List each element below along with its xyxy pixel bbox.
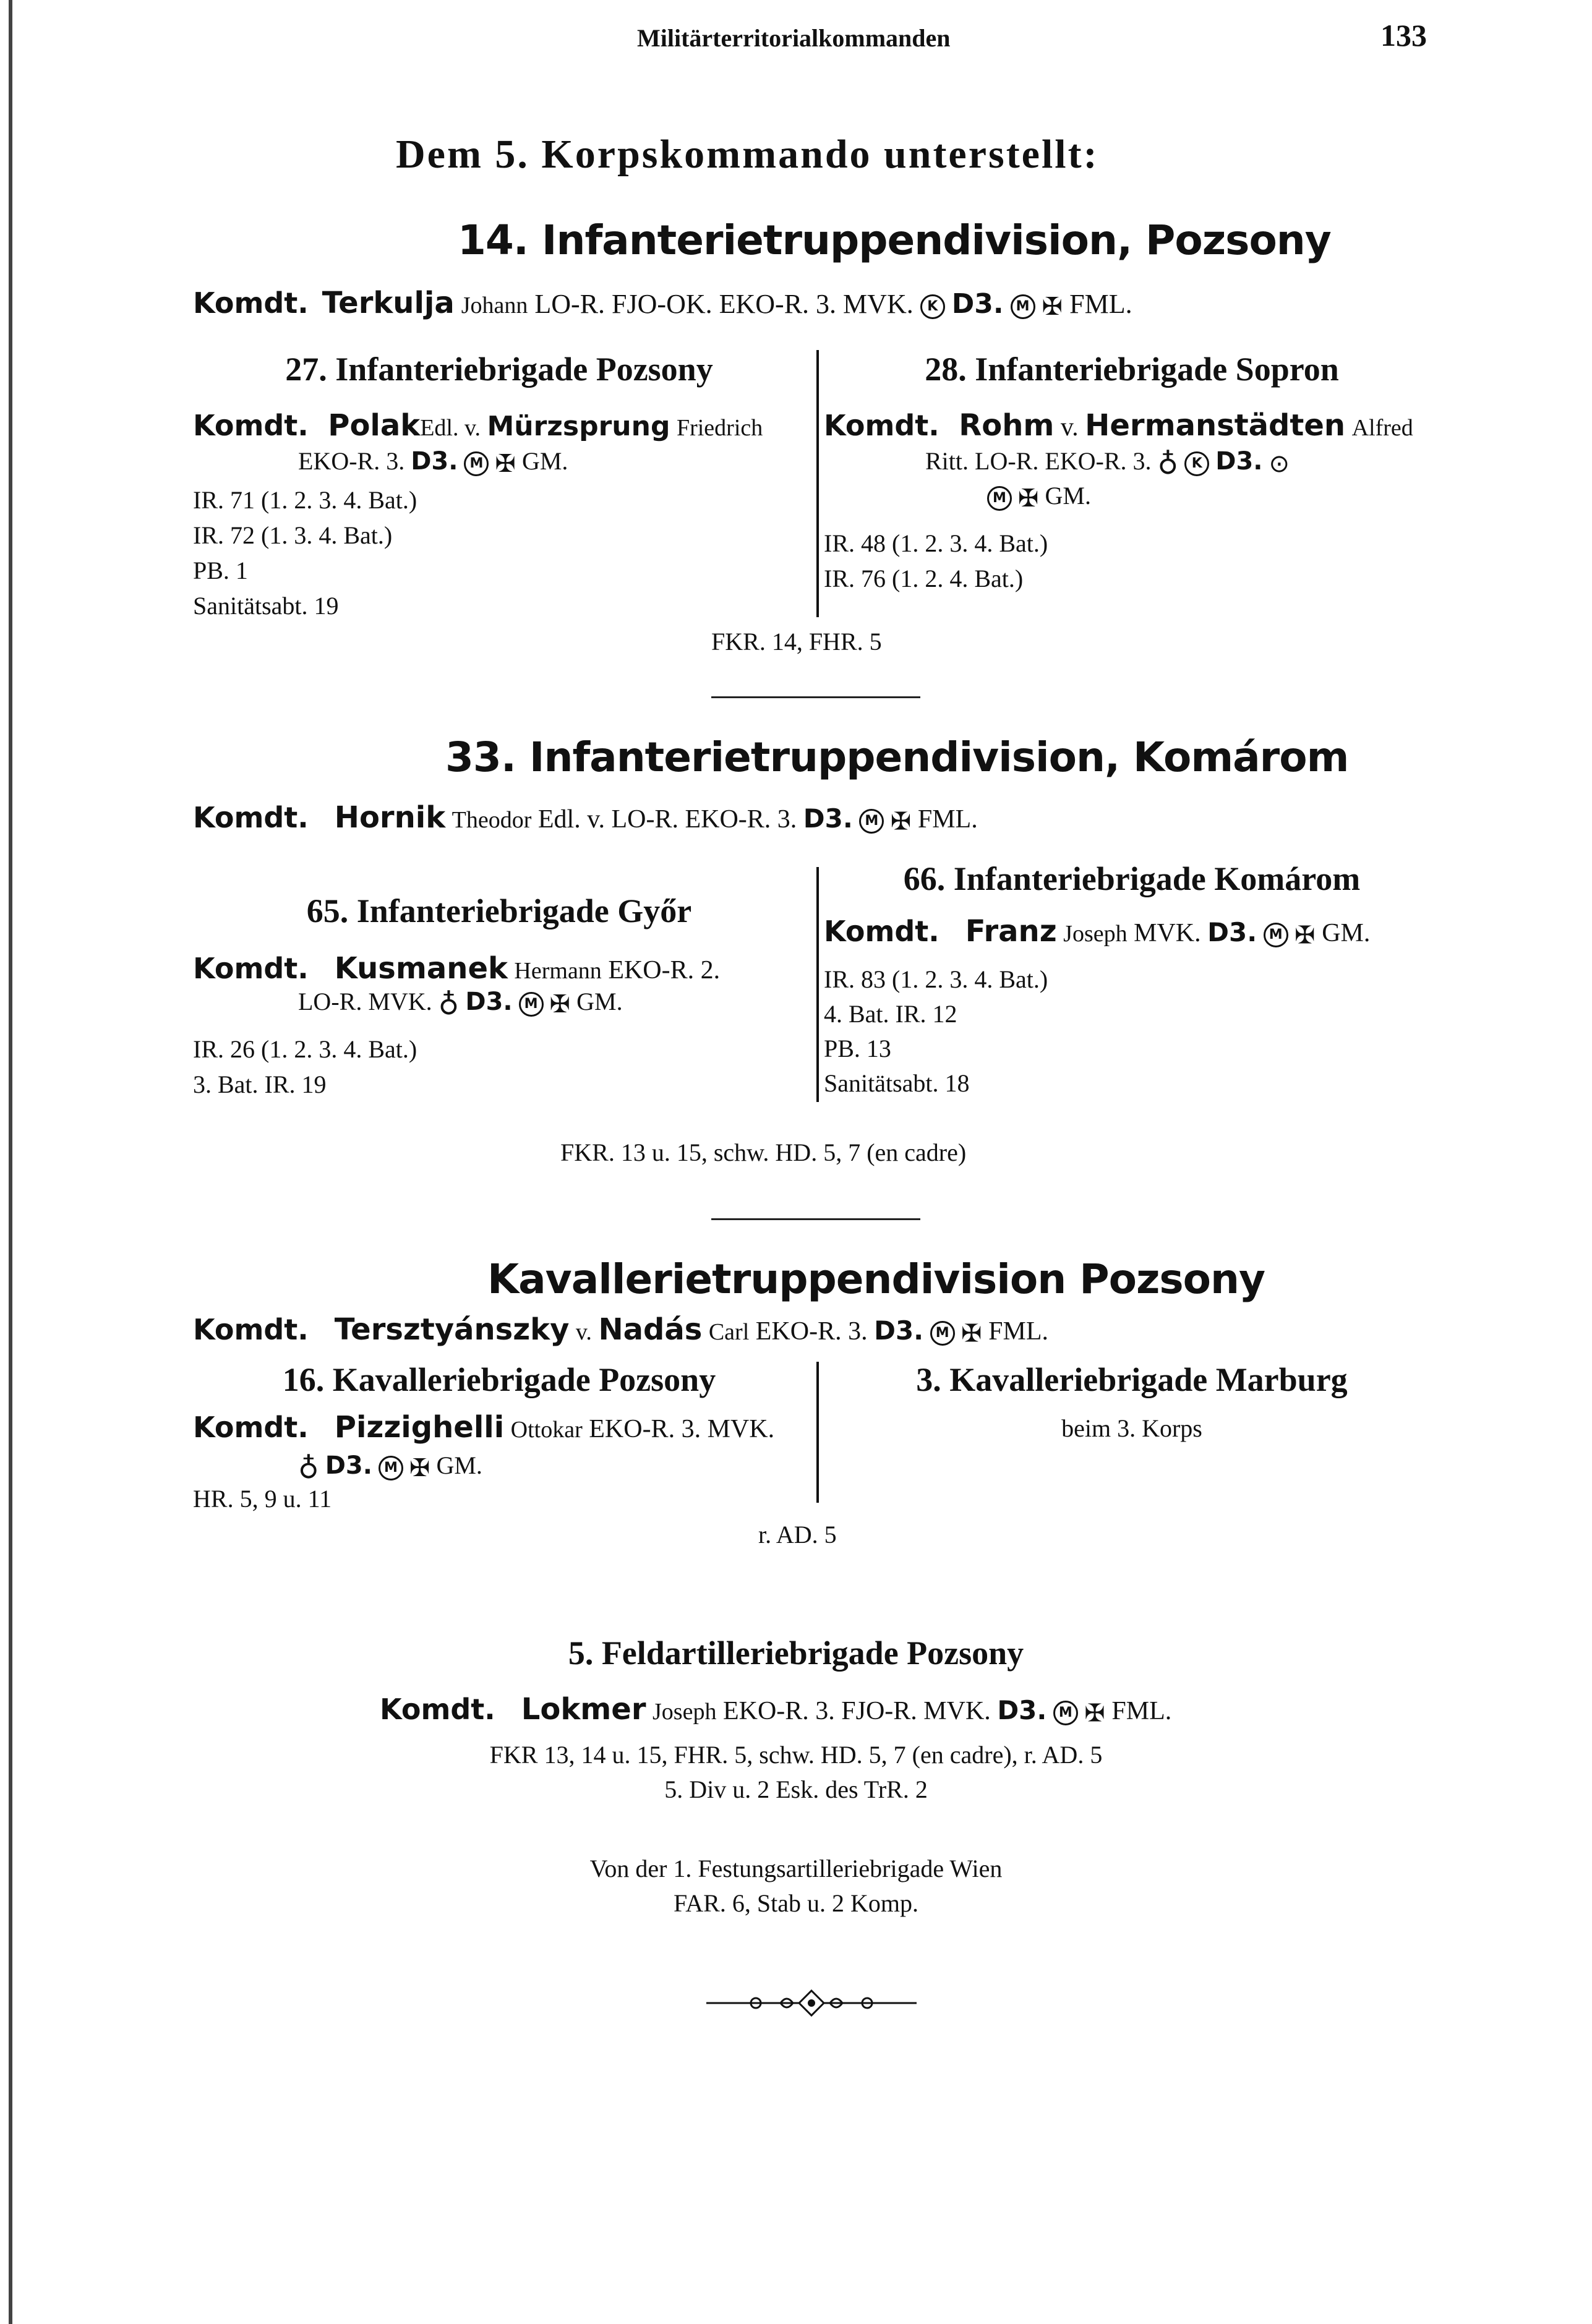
commander-v: v.	[575, 1319, 592, 1345]
d3-label: D3.	[1215, 447, 1263, 476]
m-order-icon: M	[379, 1456, 403, 1480]
commander-surname: Rohm	[959, 408, 1055, 443]
commander-surname-2: Nadás	[598, 1312, 703, 1347]
komdt-label: Komdt.	[824, 915, 939, 948]
m-order-icon: M	[859, 809, 884, 834]
k-order-icon: K	[1184, 451, 1209, 476]
m-order-icon: M	[987, 486, 1012, 511]
unit-line: 4. Bat. IR. 12	[824, 1000, 957, 1028]
div33-title: 33. Infanterietruppendivision, Komárom	[445, 733, 1349, 781]
kavbrig16-title: 16. Kavalleriebrigade Pozsony	[282, 1361, 716, 1398]
komdt-label: Komdt.	[193, 409, 309, 442]
komdt-label: Komdt.	[193, 801, 309, 834]
commander-rank: GM.	[1045, 482, 1091, 510]
commander-firstname: Joseph	[653, 1699, 717, 1725]
brig28-commander	[824, 408, 1413, 443]
brig66-commander	[824, 914, 1370, 949]
section-rule	[711, 1218, 920, 1220]
festung-line1: Von der 1. Festungsartilleriebrigade Wien	[589, 1855, 1003, 1882]
komdt-label: Komdt.	[380, 1693, 495, 1726]
artbrig-units-line1: FKR 13, 14 u. 15, FHR. 5, schw. HD. 5, 7 (en cadre), r. AD. 5	[489, 1741, 1103, 1769]
d3-label: D3.	[803, 803, 853, 834]
brig27-commander-line2	[298, 446, 568, 478]
unit-line: IR. 71 (1. 2. 3. 4. Bat.)	[193, 486, 417, 514]
komdt-label: Komdt.	[824, 409, 939, 442]
artbrig-units-line2: 5. Div u. 2 Esk. des TrR. 2	[664, 1775, 928, 1803]
unit-line: IR. 83 (1. 2. 3. 4. Bat.)	[824, 965, 1048, 993]
commander-surname-2: Mürzsprung	[487, 411, 670, 442]
commander-decorations: EKO-R. 3. MVK.	[589, 1415, 775, 1443]
brig65-commander-line2	[298, 987, 623, 1021]
brig66-units	[824, 962, 1048, 1101]
cross-icon: ✠	[890, 807, 912, 836]
unit-line: IR. 48 (1. 2. 3. 4. Bat.)	[824, 529, 1048, 557]
order-pendant-icon: ♁	[438, 987, 460, 1021]
unit-line: PB. 1	[193, 557, 248, 584]
kavbrig3-title: 3. Kavalleriebrigade Marburg	[916, 1361, 1348, 1398]
commander-firstname: Joseph	[1063, 921, 1128, 947]
cross-icon: ✠	[495, 449, 516, 478]
commander-firstname: Hermann	[514, 958, 602, 984]
closing-ornament	[706, 1988, 917, 2019]
cross-icon: ✠	[409, 1453, 430, 1482]
commander-decorations: Ritt. LO-R. EKO-R. 3.	[925, 447, 1152, 475]
komdt-label: Komdt.	[193, 1313, 309, 1346]
column-divider	[816, 867, 819, 1102]
brig28-title: 28. Infanteriebrigade Sopron	[925, 351, 1339, 388]
m-order-icon: M	[930, 1321, 955, 1346]
unit-line: 3. Bat. IR. 19	[193, 1070, 327, 1098]
commander-decorations: EKO-R. 3. FJO-R. MVK.	[722, 1697, 991, 1725]
unit-line: IR. 26 (1. 2. 3. 4. Bat.)	[193, 1035, 417, 1063]
commander-v: v.	[1060, 413, 1079, 442]
brig65-title: 65. Infanteriebrigade Győr	[306, 892, 692, 929]
commander-surname: Lokmer	[521, 1692, 646, 1727]
kavdiv-title: Kavallerietruppendivision Pozsony	[487, 1255, 1265, 1303]
kavbrig16-commander-line2	[298, 1451, 482, 1485]
d3-label: D3.	[874, 1315, 924, 1346]
binding-edge	[9, 0, 12, 2324]
brig27-units	[193, 482, 417, 623]
commander-decorations-2: LO-R. MVK.	[298, 988, 432, 1015]
kav-footer: r. AD. 5	[758, 1521, 837, 1549]
commander-decorations: EKO-R. 2.	[608, 956, 721, 985]
commander-rank: FML.	[1069, 289, 1132, 319]
cross-icon: ✠	[1084, 1699, 1105, 1728]
commander-surname: Franz	[965, 914, 1057, 949]
unit-line: Sanitätsabt. 19	[193, 592, 339, 620]
brig65-commander	[193, 951, 720, 986]
commander-firstname: Alfred	[1351, 415, 1413, 441]
brig28-units	[824, 526, 1048, 596]
kavbrig16-commander	[193, 1410, 774, 1445]
brig27-title: 27. Infanteriebrigade Pozsony	[285, 351, 713, 388]
brig28-commander-line2	[925, 446, 1290, 481]
d3-label: D3.	[951, 288, 1004, 320]
cross-icon: ✠	[961, 1319, 982, 1348]
commander-rank: GM.	[1322, 919, 1371, 947]
artbrig-title: 5. Feldartilleriebrigade Pozsony	[568, 1634, 1024, 1672]
commander-surname: Terkulja	[322, 286, 455, 320]
small-circle-icon: ⊙	[1269, 449, 1290, 478]
commander-rank: FML.	[988, 1317, 1049, 1346]
d3-label: D3.	[411, 447, 458, 476]
commander-rank: GM.	[576, 988, 623, 1015]
d3-label: D3.	[1207, 917, 1257, 947]
div14-commander	[193, 286, 1132, 321]
brig65-units	[193, 1032, 417, 1102]
page-number: 133	[1380, 18, 1427, 53]
d3-label: D3.	[465, 988, 513, 1016]
kavbrig16-units: HR. 5, 9 u. 11	[193, 1485, 332, 1513]
commander-firstname: Johann	[461, 293, 528, 318]
kavbrig3-note: beim 3. Korps	[1061, 1414, 1202, 1442]
commander-firstname: Ottokar	[510, 1417, 583, 1443]
m-order-icon: M	[519, 992, 544, 1017]
komdt-label: Komdt.	[193, 286, 309, 320]
commander-decorations: MVK.	[1134, 919, 1201, 947]
order-pendant-icon: ♁	[298, 1451, 319, 1485]
commander-firstname: Carl	[708, 1319, 750, 1345]
commander-surname: Polak	[328, 408, 421, 443]
d3-label: D3.	[325, 1451, 372, 1480]
cross-icon: ✠	[1018, 484, 1039, 513]
unit-line: IR. 72 (1. 3. 4. Bat.)	[193, 521, 393, 549]
m-order-icon: M	[1053, 1701, 1078, 1725]
commander-decorations: LO-R. FJO-OK. EKO-R. 3. MVK.	[534, 289, 914, 319]
section-rule	[711, 696, 920, 698]
main-heading: Dem 5. Korpskommando unterstellt:	[396, 132, 1099, 177]
festung-line2: FAR. 6, Stab u. 2 Komp.	[674, 1889, 918, 1917]
cross-icon: ✠	[1295, 921, 1316, 950]
m-order-icon: M	[464, 451, 489, 476]
commander-firstname: Friedrich	[676, 415, 763, 441]
commander-decorations: EKO-R. 3.	[755, 1317, 868, 1346]
unit-line: PB. 13	[824, 1035, 891, 1062]
commander-surname-2: Hermanstädten	[1085, 408, 1346, 443]
commander-surname: Tersztyánszky	[334, 1312, 570, 1347]
column-divider	[816, 350, 819, 617]
brig28-commander-line3	[987, 481, 1091, 513]
unit-line: Sanitätsabt. 18	[824, 1069, 970, 1097]
div14-title: 14. Infanterietruppendivision, Pozsony	[458, 216, 1331, 264]
k-order-icon: K	[920, 294, 945, 319]
commander-surname: Pizzighelli	[334, 1410, 505, 1445]
commander-surname: Kusmanek	[334, 951, 508, 986]
commander-rank: GM.	[521, 447, 568, 475]
running-header: Militärterritorialkommanden	[637, 24, 951, 52]
komdt-label: Komdt.	[193, 1411, 309, 1444]
unit-line: IR. 76 (1. 2. 4. Bat.)	[824, 565, 1024, 592]
brig27-commander	[193, 408, 763, 443]
cross-icon: ✠	[549, 989, 571, 1019]
commander-rank: FML.	[1111, 1697, 1172, 1725]
brig66-title: 66. Infanteriebrigade Komárom	[903, 860, 1361, 897]
commander-decorations: Edl. v. LO-R. EKO-R. 3.	[537, 805, 797, 834]
commander-edl: Edl. v.	[420, 415, 481, 441]
artbrig-commander	[380, 1692, 1171, 1727]
commander-rank: GM.	[436, 1451, 482, 1479]
kavdiv-commander	[193, 1312, 1048, 1348]
commander-decorations: EKO-R. 3.	[298, 447, 405, 475]
commander-firstname: Theodor	[451, 807, 532, 833]
column-divider	[816, 1362, 819, 1503]
commander-rank: FML.	[917, 805, 978, 834]
komdt-label: Komdt.	[193, 952, 309, 985]
div14-footer: FKR. 14, FHR. 5	[711, 628, 882, 656]
m-order-icon: M	[1011, 294, 1035, 319]
commander-surname: Hornik	[334, 800, 446, 835]
d3-label: D3.	[997, 1695, 1047, 1725]
cross-icon: ✠	[1042, 292, 1063, 321]
div33-commander	[193, 800, 978, 835]
order-pendant-icon: ♁	[1157, 446, 1179, 481]
m-order-icon: M	[1264, 923, 1288, 947]
div33-footer: FKR. 13 u. 15, schw. HD. 5, 7 (en cadre)	[560, 1139, 967, 1166]
